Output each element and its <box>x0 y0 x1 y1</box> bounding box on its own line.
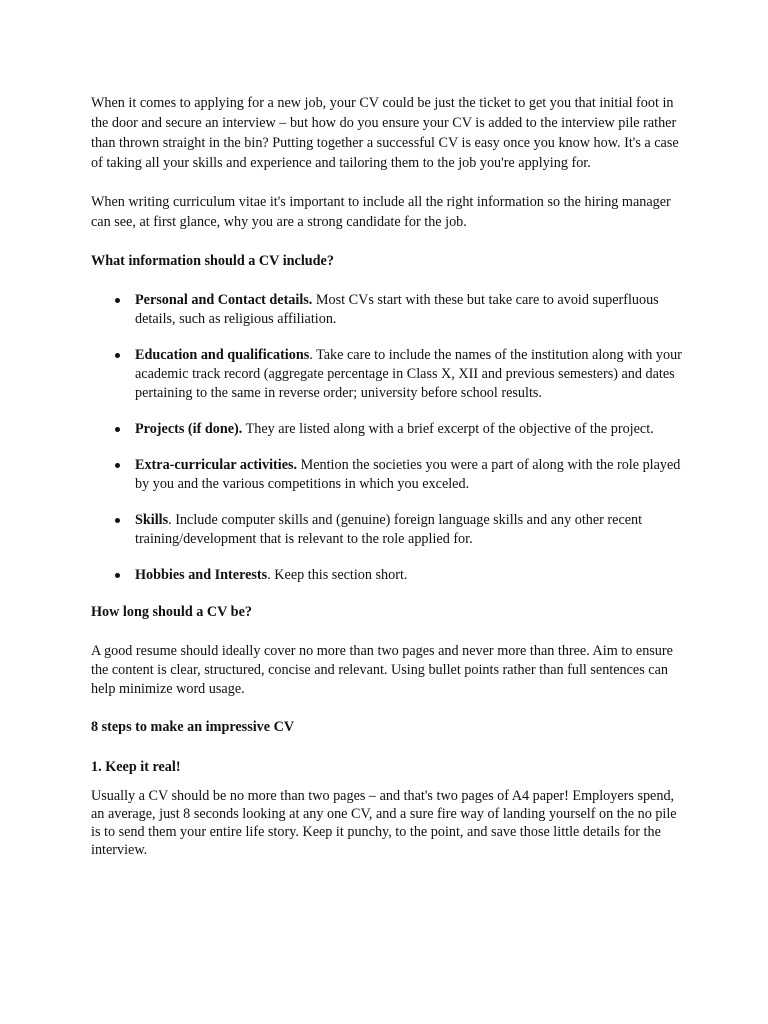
step1-heading: 1. Keep it real! <box>91 759 181 775</box>
bullet-term: Personal and Contact details. <box>135 292 313 308</box>
bullet-icon <box>115 298 120 303</box>
list-item <box>91 566 683 585</box>
bullet-icon <box>115 573 120 578</box>
intro-paragraph: When it comes to applying for a new job, your CV could be just the ticket to get you that initial foot in the door and secure an interview – but how do you ensure your CV is added to the interview pile rather than thrown straight in the bin? Putting together a successful CV is easy once you know how. It's a case of taking all your skills and experience and tailoring them to the job you're applying for. <box>91 95 679 171</box>
bullet-icon <box>115 518 120 523</box>
bullet-text: . Take care to include the names of the institution along with your academic track record (aggregate percentage in Class X, XII and previous semesters) and dates pertaining to the same in reverse order; university before school results. <box>135 347 682 401</box>
bullet-term: Skills <box>135 512 169 528</box>
cv-contents-list <box>91 291 683 585</box>
bullet-icon <box>115 463 120 468</box>
steps-heading: 8 steps to make an impressive CV <box>91 719 295 735</box>
bullet-term: Extra-curricular activities. <box>135 457 298 473</box>
list-item <box>91 346 683 403</box>
bullet-term: Projects (if done). <box>135 421 243 437</box>
bullet-term: Hobbies and Interests <box>135 567 268 583</box>
bullet-term: Education and qualifications <box>135 347 310 363</box>
bullet-text: . Keep this section short. <box>267 567 408 583</box>
bullet-text: They are listed along with a brief excerpt of the objective of the project. <box>242 421 654 437</box>
list-item <box>91 511 683 549</box>
length-paragraph: A good resume should ideally cover no more than two pages and never more than three. Aim to ensure the content is clear, structured, concise and relevant. Using bullet points rather than full sentences can help minimize word usage. <box>91 643 673 697</box>
list-item <box>91 291 683 329</box>
step1-paragraph: Usually a CV should be no more than two pages – and that's two pages of A4 paper! Employers spend, an average, just 8 seconds looking at any one CV, and a sure fire way of landing yourself on the no pile is to send them your entire life story. Keep it punchy, to the point, and save those little details for the interview. <box>91 788 677 858</box>
second-paragraph: When writing curriculum vitae it's important to include all the right information so the hiring manager can see, at first glance, why you are a strong candidate for the job. <box>91 194 671 230</box>
length-heading: How long should a CV be? <box>91 604 252 620</box>
list-item <box>91 420 683 439</box>
bullet-text: Most CVs start with these but take care to avoid superfluous details, such as religious affiliation. <box>135 292 659 327</box>
bullet-icon <box>115 427 120 432</box>
list-item <box>91 456 683 494</box>
info-heading: What information should a CV include? <box>91 253 334 269</box>
bullet-icon <box>115 353 120 358</box>
document-page <box>91 93 683 859</box>
bullet-text: . Include computer skills and (genuine) foreign language skills and any other recent training/development that is relevant to the role applied for. <box>135 512 643 547</box>
bullet-text: Mention the societies you were a part of along with the role played by you and the various competitions in which you exceled. <box>135 457 681 492</box>
